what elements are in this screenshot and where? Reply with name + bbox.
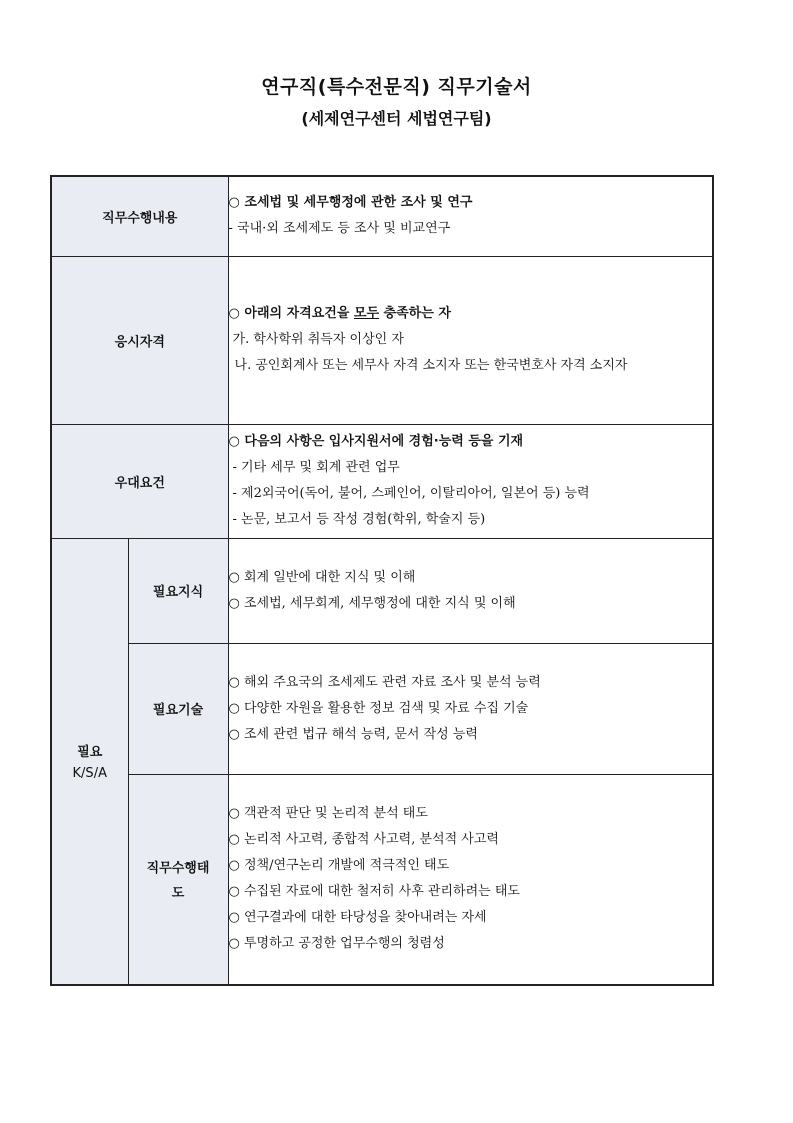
preferred-item: - 논문, 보고서 등 작성 경험(학위, 학술지 등)	[232, 512, 486, 527]
skill-item: ○ 다양한 자원을 활용한 정보 검색 및 자료 수집 기술	[228, 700, 529, 716]
skill-row	[51, 643, 713, 774]
job-description-table	[50, 175, 714, 986]
qualification-row	[51, 256, 713, 424]
knowledge-item: ○ 조세법, 세무회계, 세무행정에 대한 지식 및 이해	[228, 595, 516, 611]
attitude-item: ○ 논리적 사고력, 종합적 사고력, 분석적 사고력	[228, 832, 499, 848]
preferred-content	[228, 424, 713, 538]
qualification-heading-post: 충족하는 자	[379, 306, 451, 321]
preferred-label: 우대요건	[51, 424, 228, 538]
document-title: 연구직(특수전문직) 직무기술서	[261, 76, 532, 98]
duty-item: - 국내·외 조세제도 등 조사 및 비교연구	[228, 221, 451, 237]
knowledge-item: ○ 회계 일반에 대한 지식 및 이해	[228, 569, 416, 585]
skill-item: ○ 해외 주요국의 조세제도 관련 자료 조사 및 분석 능력	[228, 674, 541, 690]
qualification-content	[228, 256, 713, 424]
qualification-item: 가. 학사학위 취득자 이상인 자	[232, 332, 404, 347]
duty-label: 직무수행내용	[51, 176, 228, 256]
preferred-item: - 기타 세무 및 회계 관련 업무	[232, 460, 400, 475]
attitude-item: ○ 정책/연구논리 개발에 적극적인 태도	[228, 858, 450, 874]
ksa-label-line1: 필요	[77, 745, 103, 761]
skill-label: 필요기술	[128, 643, 228, 774]
attitude-label	[128, 774, 228, 985]
qualification-heading-pre: ○ 아래의 자격요건을	[228, 306, 354, 321]
qualification-item: 나. 공인회계사 또는 세무사 자격 소지자 또는 한국변호사 자격 소지자	[234, 358, 628, 373]
qualification-heading	[229, 301, 713, 327]
attitude-label-line1: 직무수행태	[146, 861, 210, 877]
attitude-item: ○ 투명하고 공정한 업무수행의 청렴성	[228, 936, 445, 952]
knowledge-content	[228, 538, 713, 643]
attitude-item: ○ 객관적 판단 및 논리적 분석 태도	[228, 806, 428, 822]
attitude-label-line2: 도	[171, 886, 185, 902]
preferred-item: - 제2외국어(독어, 불어, 스페인어, 이탈리아어, 일본어 등) 능력	[232, 486, 590, 501]
document-subtitle: (세제연구센터 세법연구팀)	[301, 109, 492, 128]
attitude-item: ○ 수집된 자료에 대한 철저히 사후 관리하려는 태도	[228, 884, 520, 900]
attitude-row	[51, 774, 713, 985]
duty-content	[228, 176, 713, 256]
qualification-heading-underlined: 모두	[353, 306, 380, 321]
skill-item: ○ 조세 관련 법규 해석 능력, 문서 작성 능력	[228, 726, 478, 742]
preferred-row	[51, 424, 713, 538]
attitude-item: ○ 연구결과에 대한 타당성을 찾아내려는 자세	[228, 910, 487, 926]
knowledge-label: 필요지식	[128, 538, 228, 643]
skill-content	[228, 643, 713, 774]
preferred-heading: ○ 다음의 사항은 입사지원서에 경험·능력 등을 기재	[228, 434, 524, 449]
qualification-label: 응시자격	[51, 256, 228, 424]
knowledge-row	[51, 538, 713, 643]
ksa-label-line2: K/S/A	[72, 766, 107, 782]
duty-heading: ○ 조세법 및 세무행정에 관한 조사 및 연구	[228, 195, 473, 211]
duty-row	[51, 176, 713, 256]
attitude-content	[228, 774, 713, 985]
ksa-label	[51, 538, 128, 985]
